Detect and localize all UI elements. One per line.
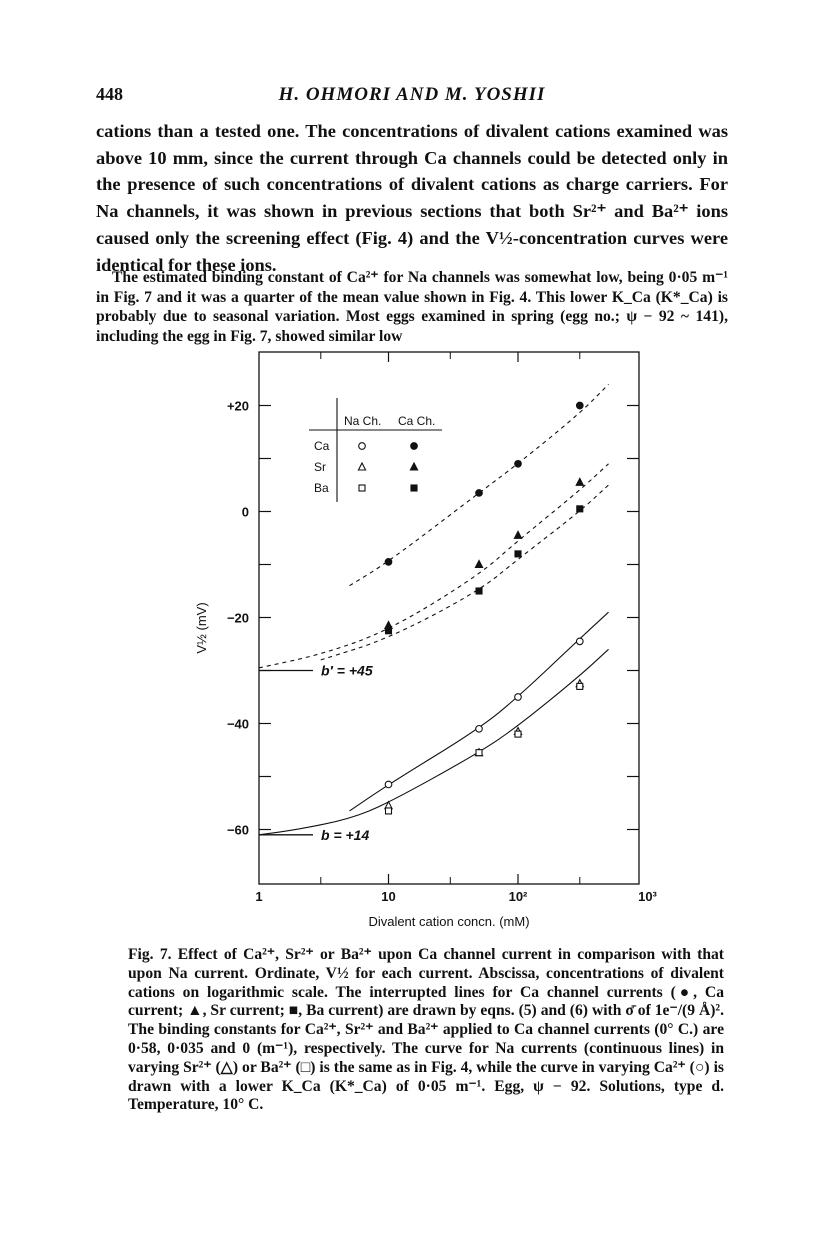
reference-line-label: b′ = +45: [321, 662, 373, 679]
legend-symbol: [410, 463, 417, 470]
data-point: [515, 731, 521, 737]
x-tick-label: 10³: [638, 889, 657, 904]
ca-channel-fit-curve: [350, 384, 609, 585]
y-tick-label: −60: [226, 822, 249, 838]
data-point: [515, 461, 522, 468]
data-point: [515, 551, 521, 557]
legend-symbol: [358, 463, 365, 470]
data-point: [576, 638, 583, 645]
body-paragraph: The estimated binding constant of Ca²⁺ for Na channels was somewhat low, being 0·05 m⁻¹ in Fig. 7 and it was a quarter of the mean value shown in Fig. 4. This lower K_Ca (K*_Ca) is probably due to seasonal variation. Most eggs examined in spring (egg no.; ψ − 92 ~ 141), including the egg in Fig. 7, showed similar low: [96, 269, 728, 345]
x-axis-label: Divalent cation concn. (mM): [368, 914, 530, 929]
data-point: [577, 506, 583, 512]
plot-frame: [259, 352, 639, 884]
legend-row-label: Sr: [314, 460, 326, 474]
legend-row-label: Ca: [314, 439, 330, 453]
x-tick-label: 10²: [508, 889, 528, 904]
data-point: [476, 726, 483, 733]
data-point: [476, 588, 482, 594]
data-point: [385, 559, 392, 566]
running-head: H. OHMORI AND M. YOSHII: [278, 84, 546, 105]
ca-channel-fit-curve: [321, 485, 609, 660]
data-point: [514, 531, 521, 538]
data-point: [476, 490, 483, 497]
y-tick-label: 0: [241, 504, 249, 520]
y-tick-label: −40: [226, 716, 249, 732]
body-paragraph: cations than a tested one. The concentrations of divalent cations examined was above 10 mm, since the current through Ca channels could be detected only in the presence of such concentrations of divalent cations as charge carriers. For Na channels, it was shown in previous sections that both Sr²⁺ and Ba²⁺ ions caused only the screening effect (Fig. 4) and the V½-concentration curves were identical for these ions.: [96, 121, 728, 275]
data-point: [386, 808, 392, 814]
na-channel-fit-curve: [259, 649, 609, 835]
x-tick-label: 1: [255, 889, 263, 904]
ca-channel-fit-curve: [259, 464, 609, 668]
data-point: [386, 628, 392, 634]
y-tick-label: +20: [226, 398, 249, 414]
legend-symbol: [411, 443, 418, 450]
data-point: [577, 683, 583, 689]
page-number: 448: [96, 84, 123, 104]
legend-row-label: Ba: [314, 481, 329, 495]
legend-symbol: [359, 443, 366, 450]
legend-header: Ca Ch.: [398, 414, 436, 428]
legend-symbol: [411, 485, 417, 491]
reference-line-label: b = +14: [321, 826, 370, 843]
y-tick-label: −20: [226, 610, 249, 626]
data-point: [476, 750, 482, 756]
data-point: [515, 694, 522, 701]
data-point: [576, 402, 583, 409]
data-point: [475, 561, 482, 568]
data-point: [576, 478, 583, 485]
x-tick-label: 10: [381, 889, 396, 904]
figure-caption: Fig. 7. Effect of Ca²⁺, Sr²⁺ or Ba²⁺ upon Ca channel current in comparison with that upon Na current. Ordinate, V½ for each current. Abscissa, concentrations of divalent cations on logarithmic scale. The interrupted lines for Ca channel currents (●, Ca current; ▲, Sr current; ■, Ba current) are drawn by eqns. (5) and (6) with σ̄ of 1e⁻/(9 Å)². The binding constants for Ca²⁺, Sr²⁺ and Ba²⁺ applied to Ca channel currents (0° C.) are 0·58, 0·035 and 0 (m⁻¹), respectively. The curve for Na currents (continuous lines) in varying Sr²⁺ (△) or Ba²⁺ (□) is the same as in Fig. 4, while the curve in varying Ca²⁺ (○) is drawn with a lower K_Ca (K*_Ca) of 0·05 m⁻¹. Egg, ψ − 92. Solutions, type d. Temperature, 10° C.: [128, 946, 724, 1114]
y-axis-label: V½ (mV): [194, 602, 209, 654]
legend-header: Na Ch.: [344, 414, 382, 428]
legend-symbol: [359, 485, 365, 491]
data-point: [385, 781, 392, 788]
